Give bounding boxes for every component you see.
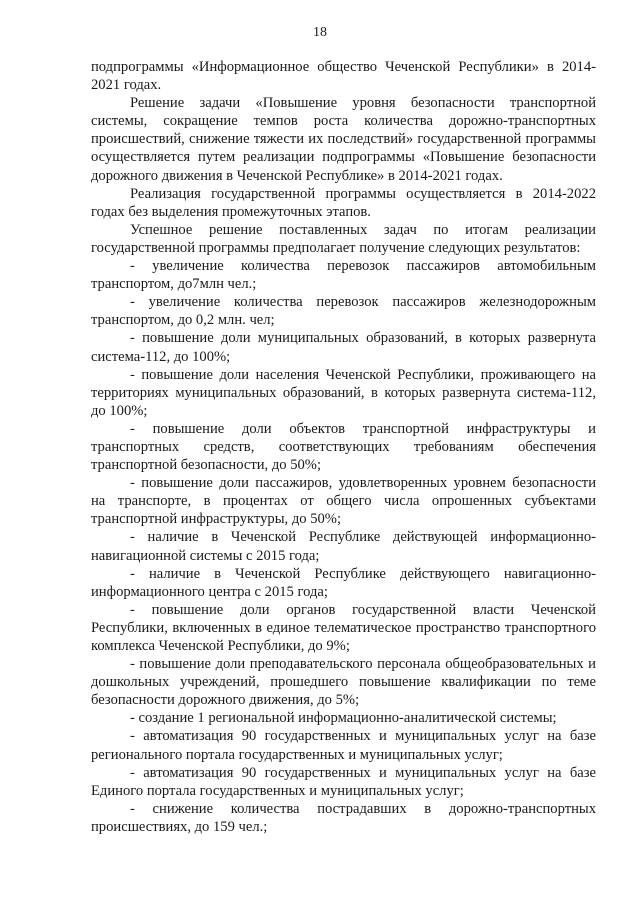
list-item-result: - повышение доли преподавательского персонала общеобразовательных и дошкольных учреждений, прошедшего повышение квалификации по теме безопасности дорожного движения, до 5%; <box>91 656 596 709</box>
paragraph-expected-results-intro: Успешное решение поставленных задач по итогам реализации государственной программы предполагает получение следующих результатов: <box>91 221 596 256</box>
list-item-result: - наличие в Чеченской Республике действующей информационно-навигационной системы с 2015 года; <box>91 529 596 564</box>
list-item-result: - автоматизация 90 государственных и муниципальных услуг на базе регионального портала государственных и муниципальных услуг; <box>91 728 596 763</box>
paragraph-continuation: подпрограммы «Информационное общество Чеченской Республики» в 2014-2021 годах. <box>91 59 596 94</box>
list-item-result: - снижение количества пострадавших в дорожно-транспортных происшествиях, до 159 чел.; <box>91 800 596 835</box>
document-body <box>91 58 596 836</box>
list-item-result: - автоматизация 90 государственных и муниципальных услуг на базе Единого портала государственных и муниципальных услуг; <box>91 764 596 799</box>
list-item-result: - повышение доли муниципальных образований, в которых развернута система-112, до 100%; <box>91 330 596 365</box>
list-item-result: - повышение доли населения Чеченской Республики, проживающего на территориях муниципальных образований, в которых развернута система-112, до 100%; <box>91 366 596 419</box>
list-item-result: - повышение доли объектов транспортной инфраструктуры и транспортных средств, соответствующих требованиям обеспечения транспортной безопасности, до 50%; <box>91 420 596 474</box>
list-item-result: - увеличение количества перевозок пассажиров автомобильным транспортом, до7млн чел.; <box>91 258 596 293</box>
list-item-result: - наличие в Чеченской Республике действующего навигационно-информационного центра с 2015 года; <box>91 565 596 600</box>
list-item-result: - повышение доли пассажиров, удовлетворенных уровнем безопасности на транспорте, в процентах от общего числа опрошенных субъектами транспортной инфраструктуры, до 50%; <box>91 475 596 528</box>
paragraph-program-period: Реализация государственной программы осуществляется в 2014-2022 годах без выделения промежуточных этапов. <box>91 185 596 220</box>
paragraph-road-safety-task: Решение задачи «Повышение уровня безопасности транспортной системы, сокращение темпов роста количества дорожно-транспортных происшествий, снижение тяжести их последствий» государственной программы осуществляется путем реализации подпрограммы «Повышение безопасности дорожного движения в Чеченской Республике» в 2014-2021 годах. <box>91 95 596 184</box>
list-item-result: - повышение доли органов государственной власти Чеченской Республики, включенных в единое телематическое пространство транспортного комплекса Чеченской Республики, до 9%; <box>91 601 596 654</box>
list-item-result: - создание 1 региональной информационно-аналитической системы; <box>130 710 557 727</box>
page-number: 18 <box>313 25 327 40</box>
list-item-result: - увеличение количества перевозок пассажиров железнодорожным транспортом, до 0,2 млн. чел; <box>91 294 596 329</box>
